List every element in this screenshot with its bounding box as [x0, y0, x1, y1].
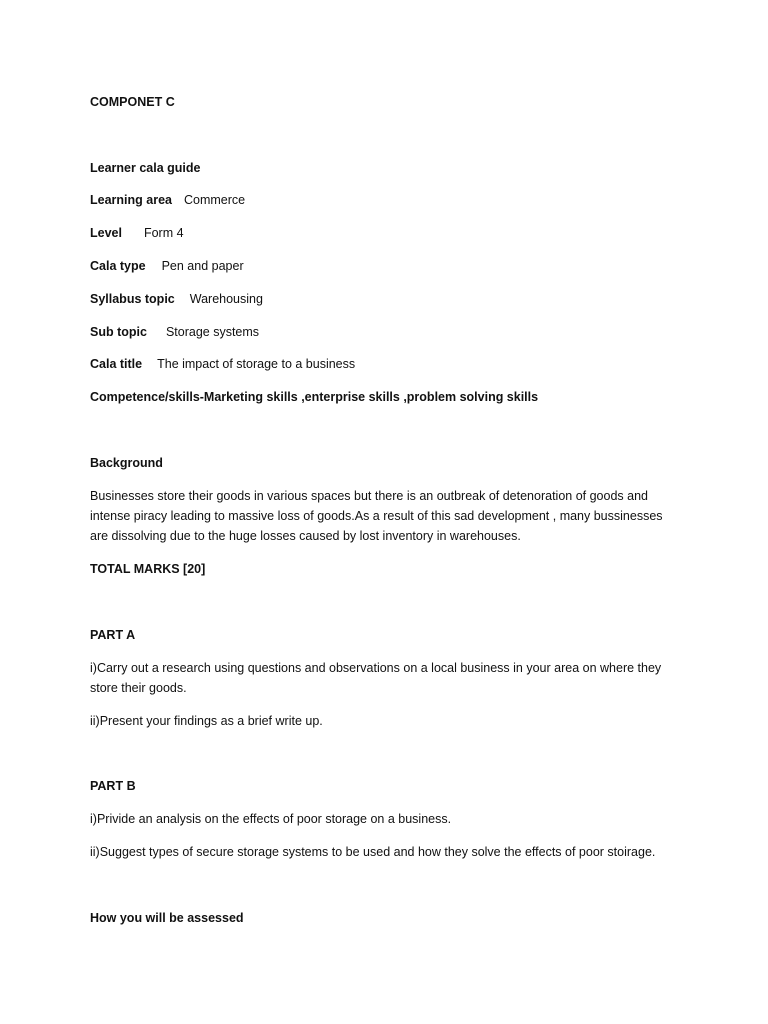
- guide-title: Learner cala guide: [90, 161, 201, 175]
- field-label: Cala type: [90, 259, 146, 273]
- part-b-item-2: ii)Suggest types of secure storage systems to be used and how they solve the effects of poor stoirage.: [90, 845, 656, 859]
- part-a-item-1: i)Carry out a research using questions and observations on a local business in your area on where they store their goods.: [90, 661, 662, 695]
- part-b-heading: PART B: [90, 779, 136, 793]
- field-learning-area: [90, 192, 245, 208]
- field-value: Form 4: [143, 226, 184, 240]
- field-label: Learning area: [90, 193, 172, 207]
- assessment-heading: How you will be assessed: [90, 911, 244, 925]
- field-value: Warehousing: [189, 292, 263, 306]
- field-syllabus-topic: [90, 291, 263, 307]
- background-heading: Background: [90, 456, 163, 470]
- field-sub-topic: [90, 324, 259, 340]
- background-paragraph: Businesses store their goods in various spaces but there is an outbreak of detenoration of goods and intense piracy leading to massive loss of goods.As a result of this sad development , many bussinesses are dissolving due to the huge losses caused by lost inventory in warehouses.: [90, 489, 663, 543]
- competence-line: Competence/skills-Marketing skills ,enterprise skills ,problem solving skills: [90, 390, 539, 404]
- field-label: Sub topic: [90, 325, 147, 339]
- document-heading: COMPONET C: [90, 95, 175, 109]
- field-label: Level: [90, 226, 122, 240]
- part-a-item-2: ii)Present your findings as a brief write up.: [90, 714, 323, 728]
- total-marks: TOTAL MARKS [20]: [90, 562, 206, 576]
- field-label: Cala title: [90, 357, 143, 371]
- part-b-item-1: i)Privide an analysis on the effects of poor storage on a business.: [90, 812, 452, 826]
- field-cala-type: [90, 258, 244, 274]
- field-value: Pen and paper: [161, 259, 244, 273]
- field-value: Commerce: [183, 193, 246, 207]
- part-a-heading: PART A: [90, 628, 136, 642]
- field-label: Syllabus topic: [90, 292, 175, 306]
- field-cala-title: [90, 356, 355, 372]
- field-value: The impact of storage to a business: [157, 357, 356, 371]
- field-value: Storage systems: [165, 325, 260, 339]
- field-level: [90, 225, 184, 241]
